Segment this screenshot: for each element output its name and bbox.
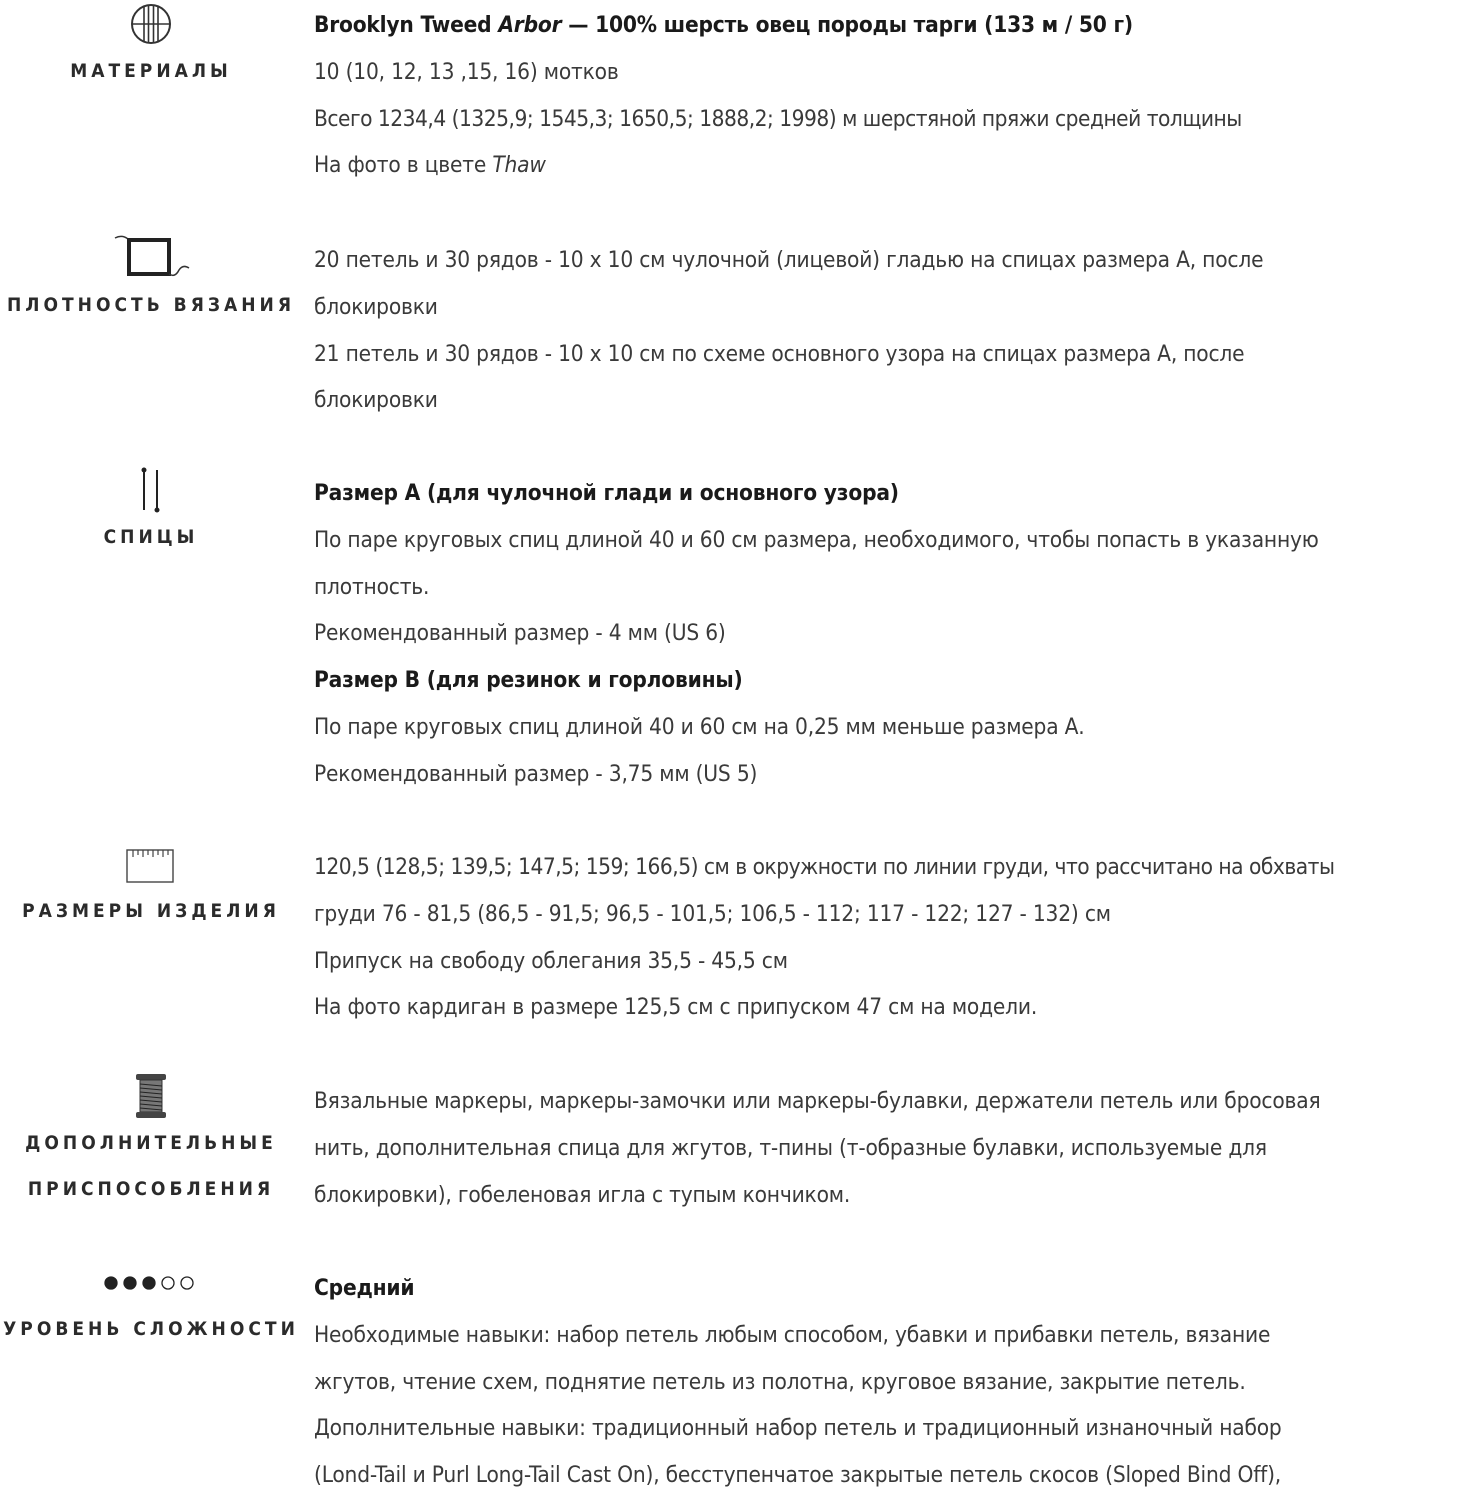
needle-size-a-line: Рекомендованный размер - 4 мм (US 6) [314, 620, 726, 647]
notions-line: блокировки), гобеленовая игла с тупым кончиком. [314, 1181, 851, 1208]
skeins-text: 10 (10, 12, 13 ,15, 16) мотков [314, 58, 619, 85]
gauge-line: 20 петель и 30 рядов - 10 х 10 см чулочной (лицевой) гладью на спицах размера А, после [314, 247, 1264, 273]
yarn-brand: Brooklyn Tweed [314, 12, 492, 38]
sizes-line: На фото кардиган в размере 125,5 см с припуском 47 см на модели. [314, 994, 1038, 1021]
difficulty-dot-filled [124, 1277, 136, 1289]
sizes-line: Припуск на свободу облегания 35,5 - 45,5 см [314, 947, 788, 974]
needles-label: СПИЦЫ [103, 526, 199, 548]
photo-color-name: Thaw [492, 152, 546, 179]
difficulty-dots-icon [101, 1260, 201, 1306]
difficulty-line: жгутов, чтение схем, поднятие петель из полотна, круговое вязание, закрытие петель. [314, 1368, 1246, 1395]
gauge-label: ПЛОТНОСТЬ ВЯЗАНИЯ [6, 294, 296, 316]
needle-size-b-line: Рекомендованный размер - 3,75 мм (US 5) [314, 760, 758, 787]
needle-size-a-title: Размер А (для чулочной глади и основного узора) [314, 480, 899, 506]
difficulty-line: Необходимые навыки: набор петель любым способом, убавки и прибавки петель, вязание [314, 1321, 1271, 1348]
needle-size-a-line: плотность. [314, 573, 430, 600]
sizes-label: РАЗМЕРЫ ИЗДЕЛИЯ [22, 900, 280, 922]
difficulty-label: УРОВЕНЬ СЛОЖНОСТИ [3, 1318, 299, 1340]
difficulty-title: Средний [314, 1275, 415, 1301]
yarn-name: Arbor [498, 12, 562, 38]
difficulty-line: (Lond-Tail и Purl Long-Tail Cast On), бесступенчатое закрытые петель скосов (Sloped Bind Off), [314, 1462, 1281, 1489]
total-yardage-text: Всего 1234,4 (1325,9; 1545,3; 1650,5; 1888,2; 1998) м шерстяной пряжи средней толщины [314, 105, 1242, 132]
gauge-line: блокировки [314, 293, 438, 320]
gauge-line: блокировки [314, 387, 438, 414]
yarn-ball-icon [127, 0, 175, 48]
photo-color-text: На фото в цвете Thaw [314, 152, 546, 179]
needle-size-b-title: Размер B (для резинок и горловины) [314, 667, 743, 694]
needle-size-a-line: По паре круговых спиц длиной 40 и 60 см размера, необходимого, чтобы попасть в указанную [314, 526, 1319, 553]
notions-line: нить, дополнительная спица для жгутов, т-пины (т-образные булавки, используемые для [314, 1134, 1267, 1161]
difficulty-dot-empty [162, 1277, 174, 1289]
ruler-icon [125, 840, 177, 888]
yarn-title [314, 2, 1464, 49]
yarn-desc: — 100% шерсть овец породы тарги (133 м / 50 г) [568, 12, 1133, 38]
notions-label-line2: ПРИСПОСОБЛЕНИЯ [27, 1178, 275, 1200]
difficulty-dot-empty [181, 1277, 193, 1289]
difficulty-line: Дополнительные навыки: традиционный набор петель и традиционный изнаночный набор [314, 1415, 1282, 1442]
needle-size-b-line: По паре круговых спиц длиной 40 и 60 см на 0,25 мм меньше размера А. [314, 713, 1085, 740]
sizes-line: груди 76 - 81,5 (86,5 - 91,5; 96,5 - 101,5; 106,5 - 112; 117 - 122; 127 - 132) см [314, 900, 1111, 927]
gauge-line: 21 петель и 30 рядов - 10 х 10 см по схеме основного узора на спицах размера А, после [314, 340, 1245, 367]
thread-spool-icon [131, 1072, 171, 1120]
notions-line: Вязальные маркеры, маркеры-замочки или маркеры-булавки, держатели петель или бросовая [314, 1088, 1321, 1114]
notions-label-line1: ДОПОЛНИТЕЛЬНЫЕ [25, 1132, 277, 1154]
materials-label: МАТЕРИАЛЫ [70, 60, 232, 82]
gauge-swatch-icon [109, 234, 193, 282]
sizes-line: 120,5 (128,5; 139,5; 147,5; 159; 166,5) см в окружности по линии груди, что рассчитано на обхваты [314, 854, 1335, 880]
knitting-needles-icon [136, 466, 166, 514]
difficulty-dot-filled [105, 1277, 117, 1289]
difficulty-dot-filled [143, 1277, 155, 1289]
